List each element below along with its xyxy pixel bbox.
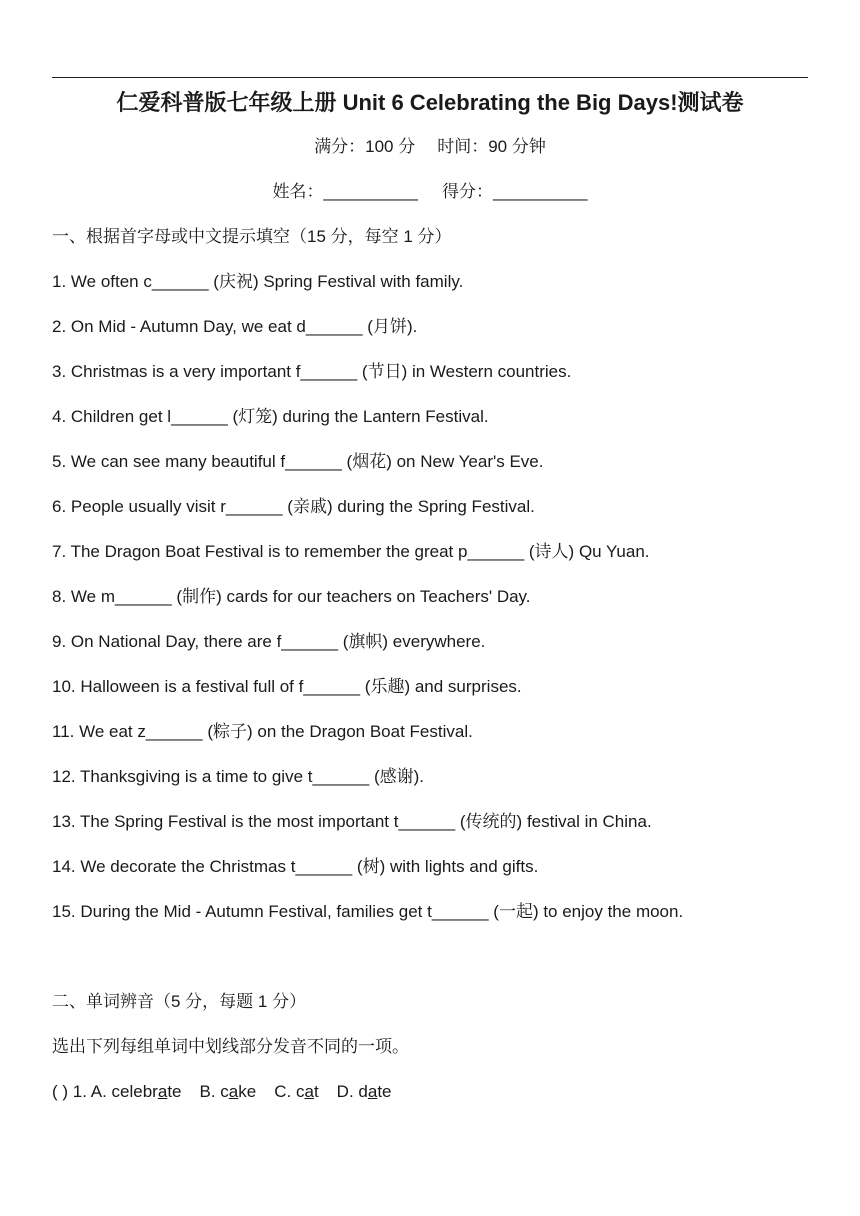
question-number: ( ) 1. (52, 1082, 87, 1101)
student-info (0, 179, 860, 205)
question-item: 3. Christmas is a very important f______ (节日) in Western countries. (52, 362, 572, 381)
section2-instruction: 选出下列每组单词中划线部分发音不同的一项。 (52, 1037, 409, 1056)
option-d: D. date (336, 1082, 392, 1101)
exam-info (0, 134, 860, 160)
header-rule (52, 77, 808, 78)
question-item: 10. Halloween is a festival full of f______ (乐趣) and surprises. (52, 677, 522, 696)
question-item: 6. People usually visit r______ (亲戚) during the Spring Festival. (52, 497, 535, 516)
time-limit-label: 时间：90 分钟 (437, 137, 546, 156)
option-b: B. cake (199, 1082, 257, 1101)
question-item: 2. On Mid - Autumn Day, we eat d______ (月饼). (52, 317, 418, 336)
name-field: 姓名：__________ (272, 182, 418, 201)
question-item: 15. During the Mid - Autumn Festival, families get t______ (一起) to enjoy the moon. (52, 902, 684, 921)
question-item: 8. We m______ (制作) cards for our teachers on Teachers' Day. (52, 587, 531, 606)
question-item: 7. The Dragon Boat Festival is to remember the great p______ (诗人) Qu Yuan. (52, 542, 650, 561)
question-item: 14. We decorate the Christmas t______ (树) with lights and gifts. (52, 857, 539, 876)
question-item: 1. We often c______ (庆祝) Spring Festival with family. (52, 272, 464, 291)
question-item: 5. We can see many beautiful f______ (烟花) on New Year's Eve. (52, 452, 544, 471)
full-score-label: 满分：100 分 (314, 137, 416, 156)
question-item: 13. The Spring Festival is the most important t______ (传统的) festival in China. (52, 812, 652, 831)
section1-heading: 一、根据首字母或中文提示填空（15 分，每空 1 分） (52, 227, 452, 246)
score-field: 得分：__________ (442, 182, 588, 201)
question-item: 4. Children get l______ (灯笼) during the Lantern Festival. (52, 407, 489, 426)
section2-heading: 二、单词辨音（5 分，每题 1 分） (52, 992, 307, 1011)
question-item: 12. Thanksgiving is a time to give t______ (感谢). (52, 767, 424, 786)
question-item: 11. We eat z______ (粽子) on the Dragon Boat Festival. (52, 722, 473, 741)
phonics-question (52, 1079, 392, 1105)
page-title: 仁爱科普版七年级上册 Unit 6 Celebrating the Big Days!测试卷 (116, 90, 744, 115)
option-c: C. cat (274, 1082, 319, 1101)
question-item: 9. On National Day, there are f______ (旗帜) everywhere. (52, 632, 486, 651)
option-a: A. celebrate (90, 1082, 182, 1101)
